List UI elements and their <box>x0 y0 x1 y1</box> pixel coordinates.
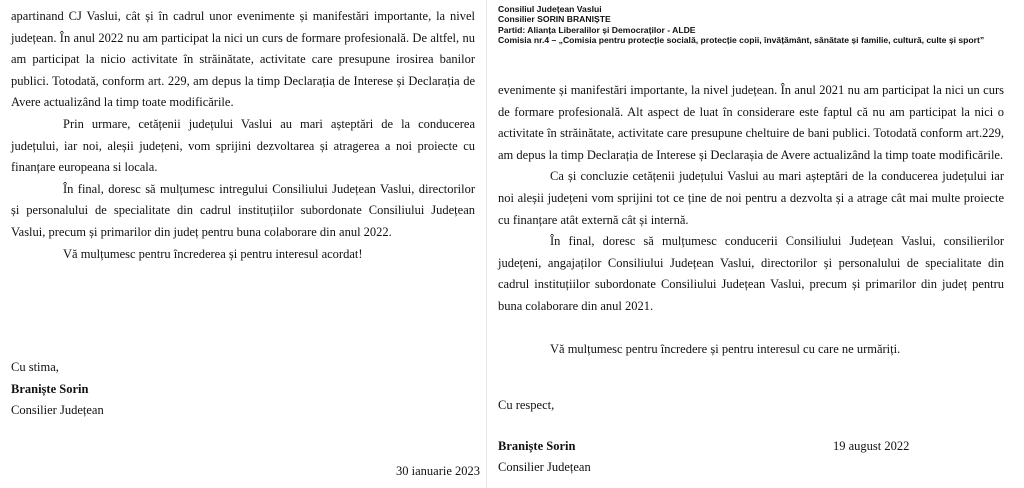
right-signer-title: Consilier Județean <box>498 460 591 474</box>
letterhead <box>498 4 984 46</box>
letterhead-commission: Comisia nr.4 – „Comisia pentru protecție socială, protecție copii, învățământ, sănătate și familie, cultură, culte și sport” <box>498 35 985 46</box>
right-paragraph-4: Vă mulțumesc pentru încredere și pentru interesul cu care ne urmăriți. <box>550 341 901 356</box>
left-body-text <box>11 6 475 265</box>
left-signer-name: Braniște Sorin <box>11 382 89 396</box>
left-paragraph-3: În final, doresc să mulțumesc intregului Consiliului Județean Vaslui, directorilor și personalului de specialitate din cadrul instituțiilor subordonate Consiliului Județean Vaslui, precum și primarilor din județ pentru buna colaborare din anul 2022. <box>11 181 475 239</box>
right-body-text <box>498 80 1004 360</box>
right-paragraph-2: Ca și concluzie cetățenii județului Vaslui au mari așteptări de la conducerea județului iar noi aleșii județeni vom sprijini tot ce ține de noi pentru a dezvolta și a atrage cât mai multe proiecte cu finanțare atât externă cât și internă. <box>498 169 1004 227</box>
right-paragraph-1: evenimente și manifestări importante, la nivel județean. În anul 2021 nu am participat la nici un curs de formare profesională. Alt aspect de luat în considerare este faptul că nu am participat la nici o activitate în străinătate, activitate care presupune cheltuire de bani publici. Totodată conform art.229, am depus la timp Declarația de Interese și Declarașia de Avere actualizând la timp toate modificările. <box>498 83 1004 162</box>
page-divider <box>486 0 487 488</box>
letterhead-party: Partid: Alianța Liberalilor și Democraților - ALDE <box>498 24 696 35</box>
left-date: 30 ianuarie 2023 <box>396 464 481 478</box>
left-signer-title: Consilier Județean <box>11 403 104 417</box>
left-paragraph-1: apartinand CJ Vaslui, cât și în cadrul unor evenimente și manifestări importante, la nivel județean. În anul 2022 nu am participat la nici un curs de formare profesională. De altfel, nu am participat la nicio activitate în străinătate, activitate care presupune irosirea banilor publici. Totodată, conform art. 229, am depus la timp Declarația de Interese și Declarația de Avere actualizând la timp toate modificările. <box>11 9 475 110</box>
right-closing: Cu respect, <box>498 398 555 412</box>
left-closing: Cu stima, <box>11 360 59 374</box>
left-document-page <box>0 0 484 488</box>
right-paragraph-3: În final, doresc să mulțumesc conducerii Consiliului Județean Vaslui, consilierilor județeni, angajaților Consiliului Județean Vaslui, directorilor și personalului de specialitate din cadrul instituțiilor subordonate Consiliului Județean Vaslui, precum și primarilor din județ pentru buna colaborare din anul 2021. <box>498 234 1004 313</box>
right-document-page <box>490 0 1024 488</box>
letterhead-councillor: Consilier SORIN BRANIȘTE <box>498 14 611 25</box>
right-date: 19 august 2022 <box>833 439 910 453</box>
left-paragraph-4: Vă mulțumesc pentru încrederea și pentru interesul acordat! <box>63 246 363 261</box>
left-paragraph-2: Prin urmare, cetățenii județului Vaslui au mari așteptări de la conducerea județului, iar noi, aleșii județeni, vom sprijini dezvoltarea și atragerea a noi proiecte cu finanțare europeana si locala. <box>11 116 475 175</box>
right-signer-name: Braniște Sorin <box>498 439 576 453</box>
letterhead-council: Consiliul Județean Vaslui <box>498 4 602 14</box>
